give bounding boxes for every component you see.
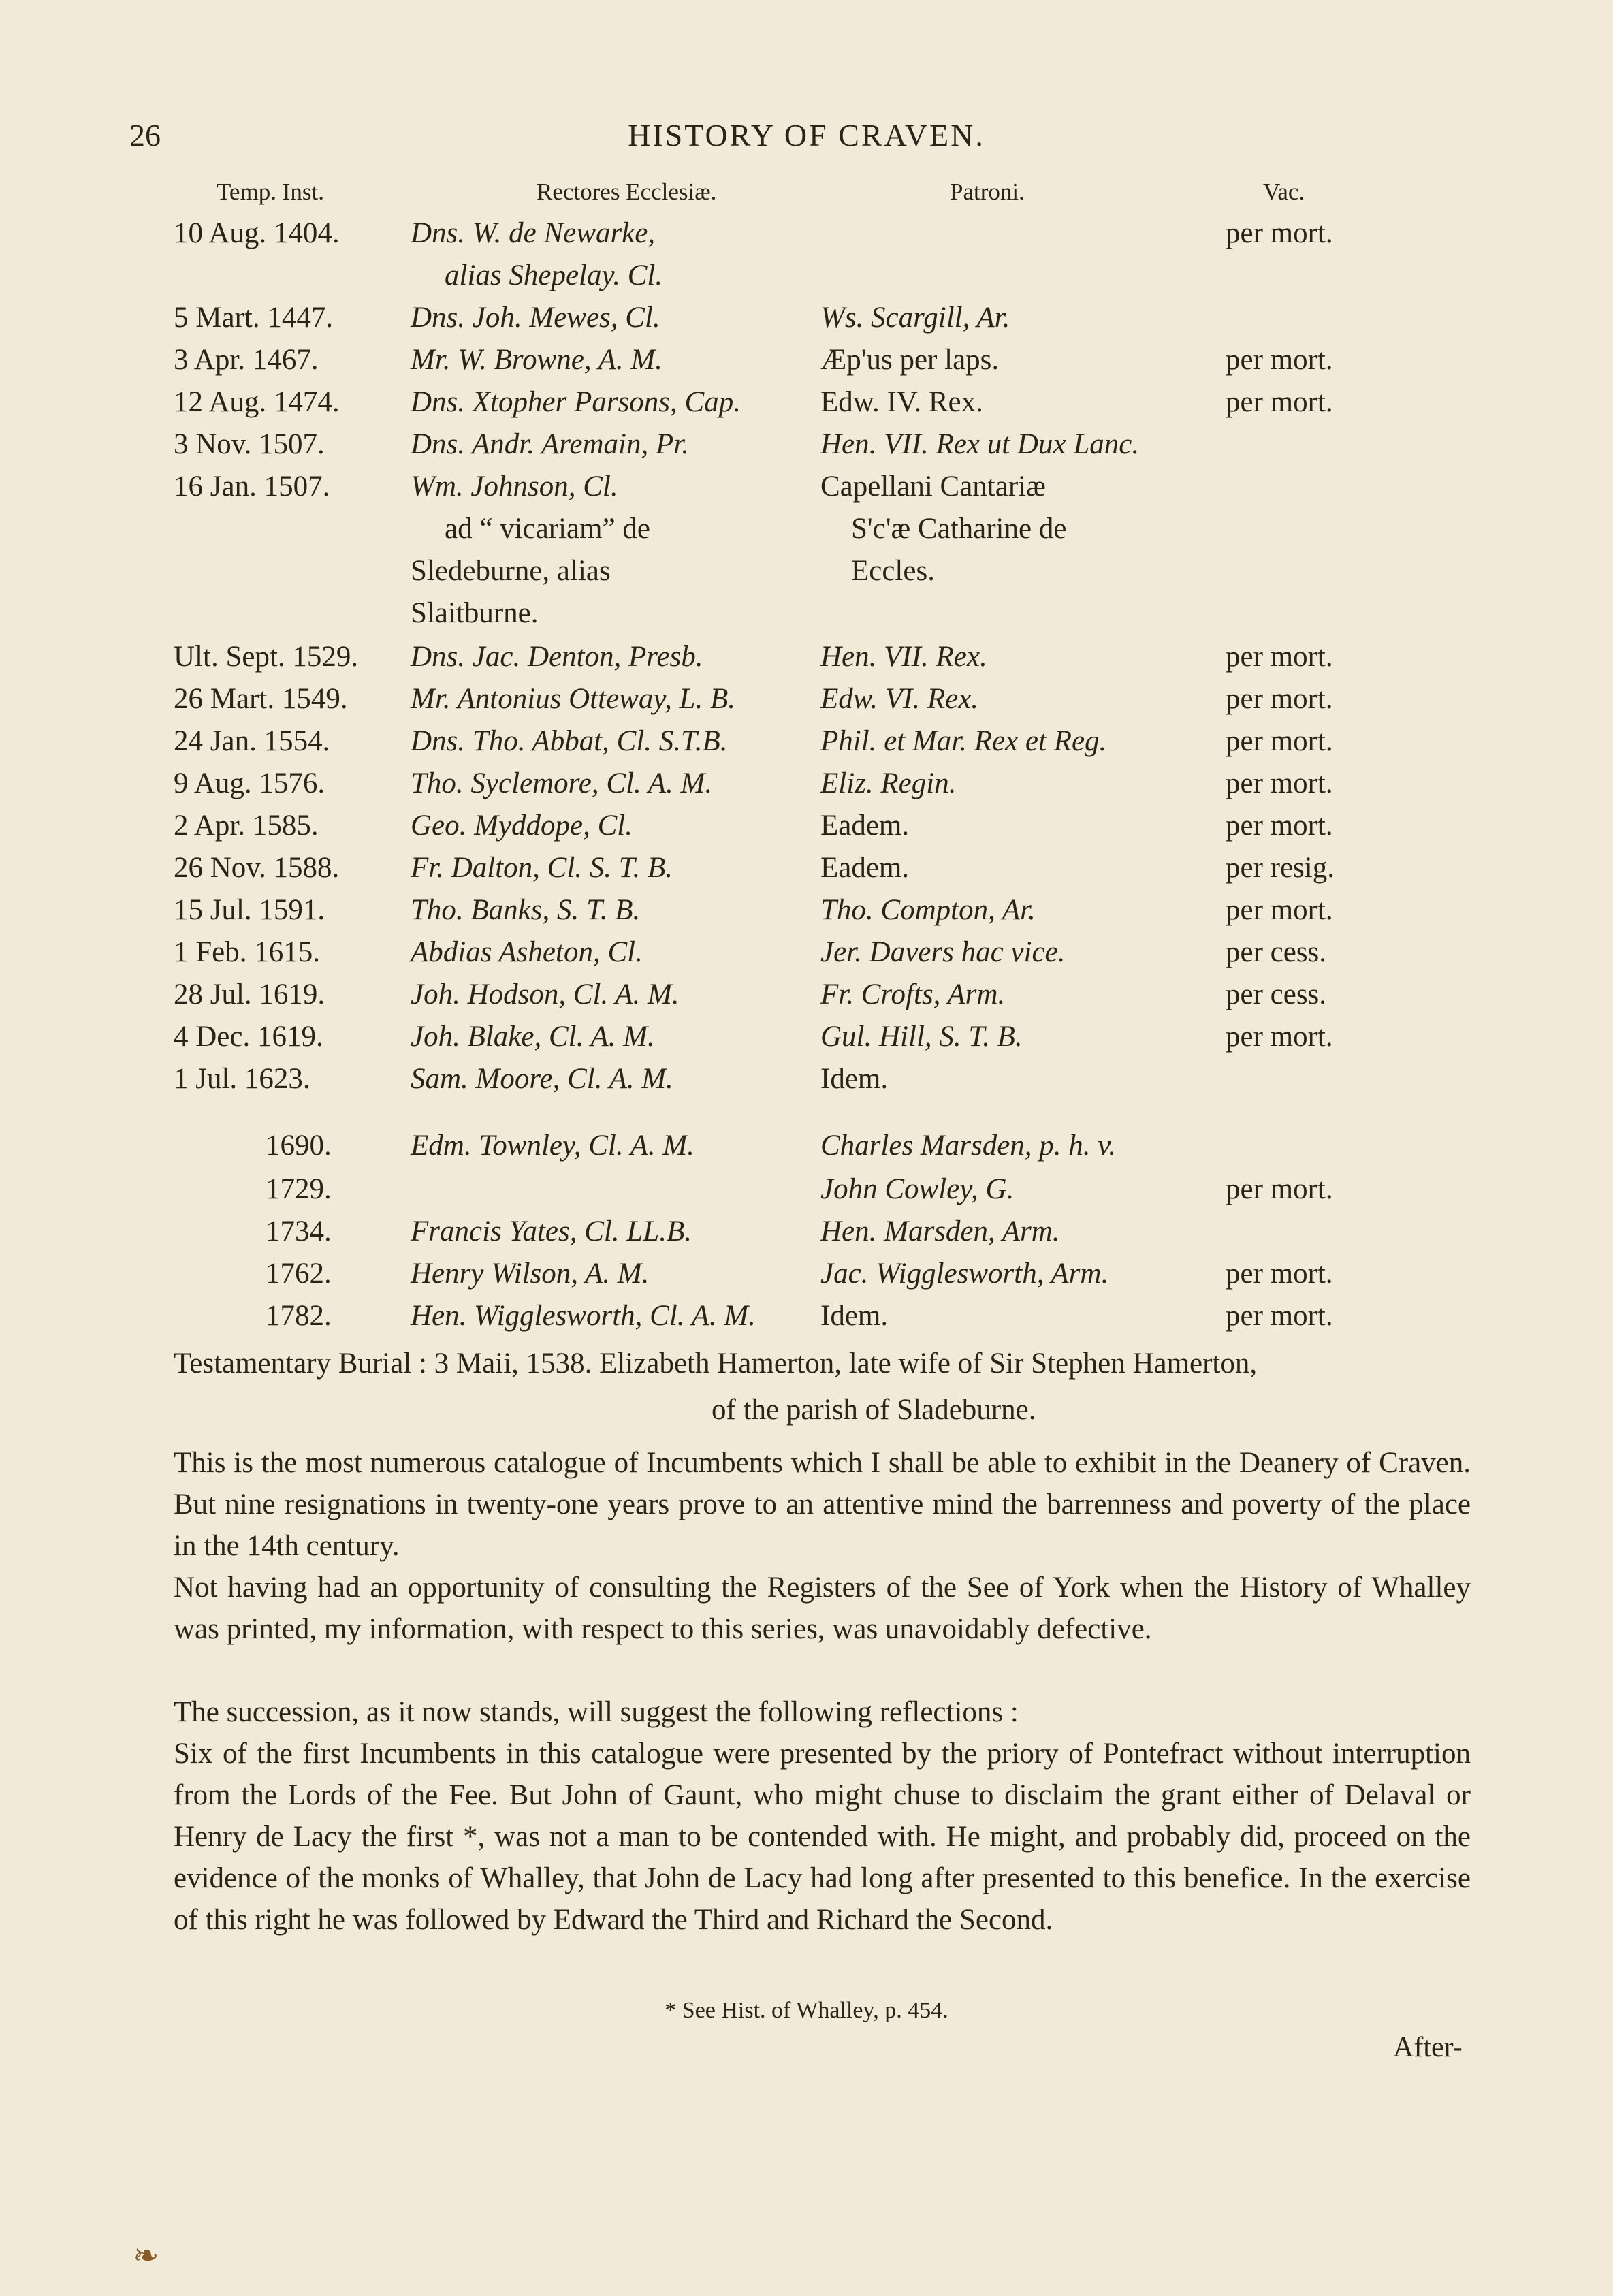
rector-name: ad “ vicariam” de bbox=[445, 513, 651, 545]
footnote: * See Hist. of Whalley, p. 454. bbox=[665, 1998, 948, 2023]
inst-date: Ult. Sept. 1529. bbox=[174, 641, 359, 673]
table-row bbox=[0, 554, 1613, 596]
patron-name: Phil. et Mar. Rex et Reg. bbox=[820, 725, 1107, 757]
inst-date: 9 Aug. 1576. bbox=[174, 767, 325, 799]
table-row bbox=[0, 640, 1613, 682]
table-row bbox=[0, 1020, 1613, 1062]
table-row bbox=[0, 512, 1613, 554]
column-header-vac: Vac. bbox=[1263, 178, 1305, 205]
rector-name: Sledeburne, alias bbox=[411, 555, 611, 587]
printer-ornament-icon: ❧ bbox=[133, 2238, 159, 2273]
patron-name: Idem. bbox=[820, 1063, 889, 1095]
table-row bbox=[0, 1299, 1613, 1341]
table-row bbox=[0, 893, 1613, 936]
inst-date: 5 Mart. 1447. bbox=[174, 302, 334, 334]
page-number: 26 bbox=[129, 118, 161, 153]
patron-name: Capellani Cantariæ bbox=[820, 471, 1046, 503]
rector-name: Mr. W. Browne, A. M. bbox=[411, 344, 662, 376]
paragraph: This is the most numerous catalogue of Incumbents which I shall be able to exhibit in the Deanery of Craven. But nine resignations in twenty-one years prove to an attentive mind the barrenness and poverty of the place in the 14th century. bbox=[174, 1447, 1471, 1562]
patron-name: John Cowley, G. bbox=[820, 1173, 1015, 1205]
table-row bbox=[0, 1062, 1613, 1104]
inst-date: 2 Apr. 1585. bbox=[174, 810, 319, 842]
table-row bbox=[0, 343, 1613, 385]
rector-name: Edm. Townley, Cl. A. M. bbox=[411, 1130, 694, 1162]
rector-name: Dns. W. de Newarke, bbox=[411, 217, 656, 249]
table-row bbox=[0, 1173, 1613, 1215]
table-row bbox=[0, 978, 1613, 1020]
rector-name: Tho. Syclemore, Cl. A. M. bbox=[411, 767, 713, 799]
rector-name: Francis Yates, Cl. LL.B. bbox=[411, 1215, 692, 1247]
vacancy: per mort. bbox=[1226, 683, 1333, 715]
patron-name: Ws. Scargill, Ar. bbox=[820, 302, 1010, 334]
rector-name: Slaitburne. bbox=[411, 597, 539, 629]
vacancy: per cess. bbox=[1226, 978, 1327, 1010]
patron-name: Edw. IV. Rex. bbox=[820, 386, 983, 418]
vacancy: per mort. bbox=[1226, 1173, 1333, 1205]
inst-date: 1690. bbox=[266, 1130, 332, 1162]
table-row bbox=[0, 724, 1613, 767]
patron-name: Jac. Wigglesworth, Arm. bbox=[820, 1258, 1109, 1290]
paragraph: Six of the first Incumbents in this catalogue were presented by the priory of Pontefract without interruption from the Lords of the Fee. But John of Gaunt, who might chuse to disclaim the grant either of Delaval or Henry de Lacy the first *, was not a man to be contended with. He might, and probably did, proceed on the evidence of the monks of Whalley, that John de Lacy had long after presented to this benefice. In the exercise of this right he was followed by Edward the Third and Richard the Second. bbox=[174, 1738, 1471, 1936]
table-row bbox=[0, 936, 1613, 978]
vacancy: per mort. bbox=[1226, 767, 1333, 799]
vacancy: per mort. bbox=[1226, 217, 1333, 249]
inst-date: 15 Jul. 1591. bbox=[174, 894, 325, 926]
column-header-rector: Rectores Ecclesiæ. bbox=[537, 178, 717, 205]
catchword: After- bbox=[1393, 2032, 1463, 2063]
patron-name: Eccles. bbox=[851, 555, 935, 587]
inst-date: 28 Jul. 1619. bbox=[174, 978, 325, 1010]
inst-date: 16 Jan. 1507. bbox=[174, 471, 330, 503]
inst-date: 3 Apr. 1467. bbox=[174, 344, 319, 376]
inst-date: 1734. bbox=[266, 1215, 332, 1247]
burial-note-continued: of the parish of Sladeburne. bbox=[712, 1394, 1036, 1426]
patron-name: Æp'us per laps. bbox=[820, 344, 1000, 376]
rector-name: Wm. Johnson, Cl. bbox=[411, 471, 618, 503]
vacancy: per mort. bbox=[1226, 1258, 1333, 1290]
patron-name: Hen. Marsden, Arm. bbox=[820, 1215, 1060, 1247]
vacancy: per mort. bbox=[1226, 1300, 1333, 1332]
inst-date: 1729. bbox=[266, 1173, 332, 1205]
rector-name: Joh. Hodson, Cl. A. M. bbox=[411, 978, 680, 1010]
vacancy: per resig. bbox=[1226, 852, 1335, 884]
vacancy: per mort. bbox=[1226, 810, 1333, 842]
patron-name: Hen. VII. Rex ut Dux Lanc. bbox=[820, 428, 1140, 460]
patron-name: Eadem. bbox=[820, 810, 910, 842]
inst-date: 12 Aug. 1474. bbox=[174, 386, 340, 418]
patron-name: Fr. Crofts, Arm. bbox=[820, 978, 1006, 1010]
inst-date: 26 Mart. 1549. bbox=[174, 683, 348, 715]
inst-date: 1762. bbox=[266, 1258, 332, 1290]
table-row bbox=[0, 385, 1613, 428]
patron-name: Eliz. Regin. bbox=[820, 767, 957, 799]
table-row bbox=[0, 470, 1613, 512]
inst-date: 1 Feb. 1615. bbox=[174, 936, 320, 968]
patron-name: S'c'æ Catharine de bbox=[851, 513, 1067, 545]
patron-name: Jer. Davers hac vice. bbox=[820, 936, 1066, 968]
table-row bbox=[0, 301, 1613, 343]
rector-name: Dns. Xtopher Parsons, Cap. bbox=[411, 386, 741, 418]
table-row bbox=[0, 217, 1613, 259]
patron-name: Edw. VI. Rex. bbox=[820, 683, 979, 715]
vacancy: per mort. bbox=[1226, 894, 1333, 926]
patron-name: Charles Marsden, p. h. v. bbox=[820, 1130, 1116, 1162]
rector-name: Dns. Andr. Aremain, Pr. bbox=[411, 428, 689, 460]
table-row bbox=[0, 682, 1613, 724]
column-header-patron: Patroni. bbox=[950, 178, 1025, 205]
inst-date: 26 Nov. 1588. bbox=[174, 852, 340, 884]
table-row bbox=[0, 596, 1613, 639]
vacancy: per mort. bbox=[1226, 641, 1333, 673]
table-row bbox=[0, 851, 1613, 893]
rector-name: Henry Wilson, A. M. bbox=[411, 1258, 650, 1290]
paragraph: Not having had an opportunity of consulting the Registers of the See of York when the History of Whalley was printed, my information, with respect to this series, was unavoidably defective. bbox=[174, 1572, 1471, 1645]
table-row bbox=[0, 428, 1613, 470]
vacancy: per mort. bbox=[1226, 725, 1333, 757]
rector-name: Hen. Wigglesworth, Cl. A. M. bbox=[411, 1300, 756, 1332]
inst-date: 3 Nov. 1507. bbox=[174, 428, 325, 460]
rector-name: Sam. Moore, Cl. A. M. bbox=[411, 1063, 673, 1095]
patron-name: Gul. Hill, S. T. B. bbox=[820, 1021, 1023, 1053]
running-title: HISTORY OF CRAVEN. bbox=[628, 118, 985, 153]
table-row bbox=[0, 259, 1613, 301]
rector-name: Joh. Blake, Cl. A. M. bbox=[411, 1021, 655, 1053]
patron-name: Tho. Compton, Ar. bbox=[820, 894, 1036, 926]
table-row bbox=[0, 1129, 1613, 1171]
inst-date: 1 Jul. 1623. bbox=[174, 1063, 310, 1095]
patron-name: Hen. VII. Rex. bbox=[820, 641, 987, 673]
rector-name: Abdias Asheton, Cl. bbox=[411, 936, 643, 968]
rector-name: Dns. Joh. Mewes, Cl. bbox=[411, 302, 660, 334]
patron-name: Eadem. bbox=[820, 852, 910, 884]
table-row bbox=[0, 1215, 1613, 1257]
paragraph: The succession, as it now stands, will suggest the following reflections : bbox=[174, 1696, 1019, 1728]
table-row bbox=[0, 1257, 1613, 1299]
table-row bbox=[0, 767, 1613, 809]
rector-name: Mr. Antonius Otteway, L. B. bbox=[411, 683, 736, 715]
inst-date: 24 Jan. 1554. bbox=[174, 725, 330, 757]
burial-note: Testamentary Burial : 3 Maii, 1538. Elizabeth Hamerton, late wife of Sir Stephen Hamerton, bbox=[174, 1348, 1258, 1380]
rector-name: Fr. Dalton, Cl. S. T. B. bbox=[411, 852, 673, 884]
inst-date: 4 Dec. 1619. bbox=[174, 1021, 323, 1053]
rector-name: Dns. Tho. Abbat, Cl. S.T.B. bbox=[411, 725, 728, 757]
vacancy: per mort. bbox=[1226, 344, 1333, 376]
patron-name: Idem. bbox=[820, 1300, 889, 1332]
table-row bbox=[0, 809, 1613, 851]
vacancy: per cess. bbox=[1226, 936, 1327, 968]
inst-date: 1782. bbox=[266, 1300, 332, 1332]
rector-name: Dns. Jac. Denton, Presb. bbox=[411, 641, 703, 673]
rector-name: alias Shepelay. Cl. bbox=[445, 259, 663, 291]
vacancy: per mort. bbox=[1226, 386, 1333, 418]
rector-name: Tho. Banks, S. T. B. bbox=[411, 894, 641, 926]
column-header-inst: Temp. Inst. bbox=[217, 178, 324, 205]
inst-date: 10 Aug. 1404. bbox=[174, 217, 340, 249]
rector-name: Geo. Myddope, Cl. bbox=[411, 810, 633, 842]
vacancy: per mort. bbox=[1226, 1021, 1333, 1053]
